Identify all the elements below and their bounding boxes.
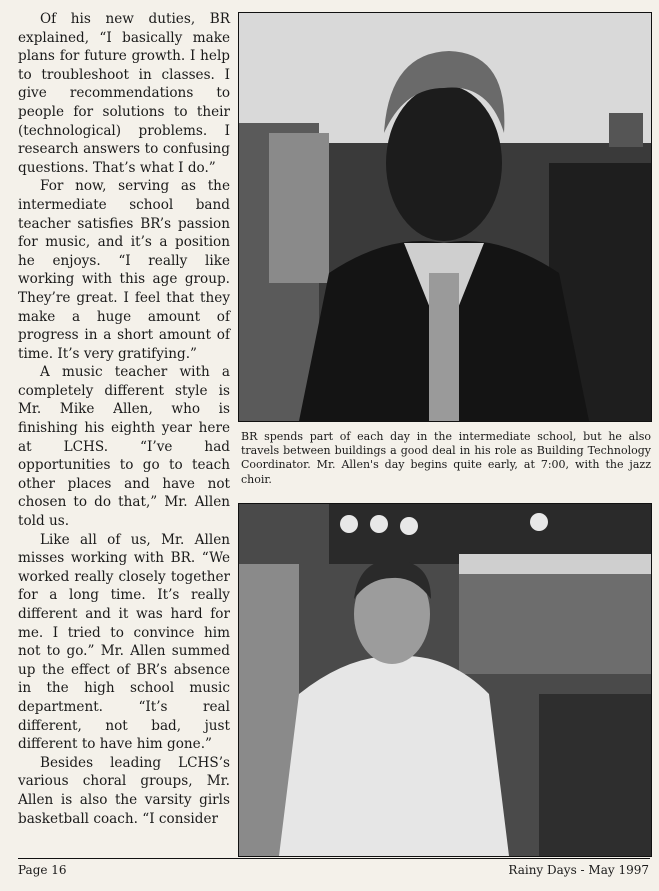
footer-divider	[18, 858, 650, 859]
article-paragraph: For now, serving as the intermediate school band teacher satisfies BR’s passion for music, and it’s a position he enjoys. “I really like working with this age group. They’re great. I feel that they make a huge amount of progress in a short amount of time. It’s very gratifying.”	[18, 178, 230, 362]
page-number: Page 16	[18, 863, 67, 877]
article-text-column	[18, 10, 230, 828]
photo-br-portrait	[238, 12, 652, 422]
article-paragraph: A music teacher with a completely different style is Mr. Mike Allen, who is finishing his eighth year here at LCHS. “I’ve had opportunities to go to teach other places and have not chosen to do that,” Mr. Allen told us.	[18, 364, 230, 530]
photo-mr-allen-image	[239, 504, 651, 856]
article-paragraph: Of his new duties, BR explained, “I basically make plans for future growth. I help to troubleshoot in classes. I give recommendations to people for solutions to their (technological) problems. I research answers to confusing questions. That’s what I do.”	[18, 11, 230, 176]
photo-mr-allen-portrait	[238, 503, 652, 857]
article-paragraph: Like all of us, Mr. Allen misses working with BR. “We worked really closely together for a long time. It’s really different and it was hard for me. I tried to convince him not to go.” Mr. Allen summed up the effect of BR’s absence in the high school music department. “It’s real different, not bad, just different to have him gone.”	[18, 531, 230, 753]
article-paragraph: Besides leading LCHS’s various choral groups, Mr. Allen is also the varsity girls basketball coach. “I consider	[18, 754, 230, 827]
photo-br-image	[239, 13, 651, 421]
publication-date: Rainy Days - May 1997	[508, 863, 649, 877]
photo-caption: BR spends part of each day in the intermediate school, but he also travels between buildings a good deal in his role as Building Technology Coordinator. Mr. Allen's day begins quite early, at 7:00, with the jazz choir.	[241, 430, 651, 486]
